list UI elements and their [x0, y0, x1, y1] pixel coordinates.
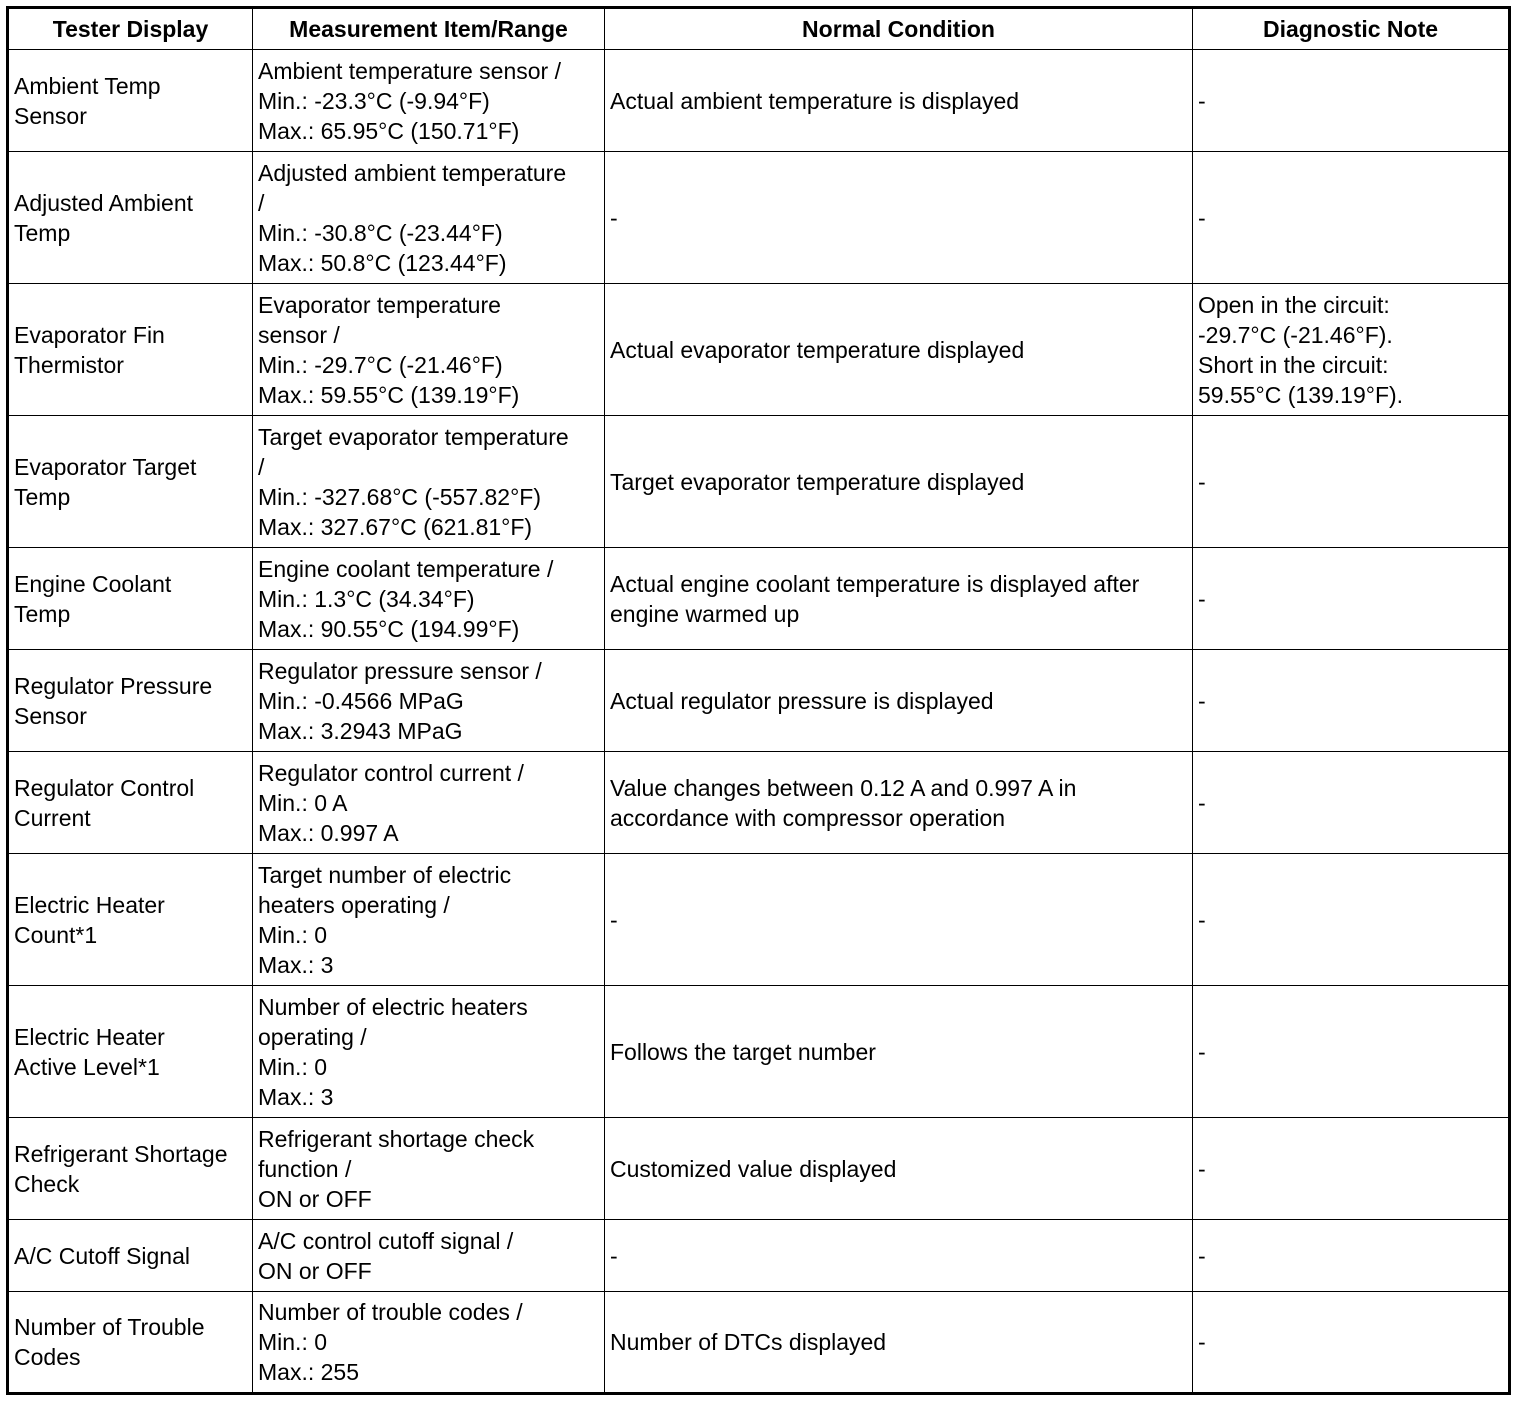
cell-diagnostic-note-line: - [1198, 204, 1206, 231]
cell-diagnostic-note [1193, 548, 1510, 650]
cell-measurement-range-line: Min.: -0.4566 MPaG [258, 687, 464, 714]
table-body [8, 50, 1510, 1394]
cell-diagnostic-note [1193, 752, 1510, 854]
cell-measurement-range-line: Max.: 50.8°C (123.44°F) [258, 249, 507, 276]
cell-measurement-range [253, 50, 605, 152]
cell-diagnostic-note-line: - [1198, 789, 1206, 816]
table-row [8, 1118, 1510, 1220]
cell-tester-display-line: Current [14, 804, 91, 831]
cell-measurement-range-line: Max.: 90.55°C (194.99°F) [258, 615, 520, 642]
cell-tester-display [8, 1220, 253, 1292]
cell-diagnostic-note [1193, 986, 1510, 1118]
cell-normal-condition-line: Target evaporator temperature displayed [610, 468, 1025, 495]
cell-normal-condition [605, 1292, 1193, 1394]
cell-normal-condition-line: accordance with compressor operation [610, 804, 1006, 831]
cell-measurement-range-line: sensor / [258, 321, 340, 348]
cell-tester-display [8, 752, 253, 854]
cell-tester-display-line: Regulator Control [14, 774, 195, 801]
cell-diagnostic-note-line: - [1198, 906, 1206, 933]
cell-normal-condition [605, 1118, 1193, 1220]
table-row [8, 1220, 1510, 1292]
cell-diagnostic-note [1193, 650, 1510, 752]
cell-tester-display-line: Temp [14, 219, 71, 246]
cell-normal-condition [605, 650, 1193, 752]
cell-tester-display [8, 152, 253, 284]
cell-measurement-range-line: Refrigerant shortage check [258, 1125, 535, 1152]
cell-tester-display [8, 1292, 253, 1394]
cell-tester-display-line: Count*1 [14, 921, 98, 948]
cell-measurement-range-line: Max.: 3 [258, 1083, 334, 1110]
cell-measurement-range-line: Adjusted ambient temperature [258, 159, 567, 186]
cell-tester-display [8, 416, 253, 548]
header-measurement-item: Measurement Item/Range [253, 8, 605, 50]
cell-measurement-range-line: ON or OFF [258, 1185, 372, 1212]
cell-measurement-range-line: heaters operating / [258, 891, 450, 918]
cell-tester-display [8, 650, 253, 752]
cell-measurement-range [253, 986, 605, 1118]
cell-normal-condition-line: Number of DTCs displayed [610, 1329, 887, 1355]
header-tester-display: Tester Display [8, 8, 253, 50]
cell-measurement-range-line: Min.: -29.7°C (-21.46°F) [258, 351, 503, 378]
cell-normal-condition-line: Actual ambient temperature is displayed [610, 87, 1020, 114]
cell-diagnostic-note [1193, 152, 1510, 284]
cell-diagnostic-note-line: - [1198, 687, 1206, 714]
cell-diagnostic-note-line: 59.55°C (139.19°F). [1198, 381, 1404, 408]
cell-normal-condition-line: Actual regulator pressure is displayed [610, 687, 994, 714]
cell-normal-condition-line: Value changes between 0.12 A and 0.997 A in [610, 774, 1077, 801]
cell-measurement-range-line: Max.: 59.55°C (139.19°F) [258, 381, 520, 408]
cell-measurement-range-line: function / [258, 1155, 352, 1182]
table-row [8, 854, 1510, 986]
cell-measurement-range-line: Max.: 3 [258, 951, 334, 978]
table-row [8, 986, 1510, 1118]
cell-measurement-range-line: Min.: -23.3°C (-9.94°F) [258, 87, 490, 114]
cell-tester-display-line: Evaporator Target [14, 453, 197, 480]
cell-measurement-range-line: Number of trouble codes / [258, 1299, 523, 1325]
cell-tester-display-line: Codes [14, 1344, 81, 1370]
cell-diagnostic-note [1193, 1292, 1510, 1394]
cell-measurement-range [253, 152, 605, 284]
cell-diagnostic-note-line: - [1198, 1242, 1206, 1269]
cell-normal-condition-line: engine warmed up [610, 600, 800, 627]
cell-measurement-range-line: Regulator pressure sensor / [258, 657, 542, 684]
cell-measurement-range [253, 1220, 605, 1292]
cell-normal-condition [605, 284, 1193, 416]
cell-tester-display [8, 1118, 253, 1220]
cell-tester-display-line: Ambient Temp [14, 72, 161, 99]
table-row [8, 650, 1510, 752]
cell-diagnostic-note-line: - [1198, 1329, 1206, 1355]
cell-diagnostic-note-line: -29.7°C (-21.46°F). [1198, 321, 1393, 348]
cell-measurement-range [253, 548, 605, 650]
cell-tester-display [8, 986, 253, 1118]
cell-measurement-range-line: Number of electric heaters [258, 993, 528, 1020]
data-list-table [6, 6, 1511, 1395]
cell-measurement-range-line: Regulator control current / [258, 759, 524, 786]
cell-measurement-range-line: Min.: -327.68°C (-557.82°F) [258, 483, 542, 510]
cell-tester-display-line: Evaporator Fin [14, 321, 165, 348]
cell-tester-display [8, 50, 253, 152]
cell-tester-display-line: Check [14, 1170, 80, 1197]
cell-measurement-range-line: Max.: 255 [258, 1359, 359, 1385]
cell-measurement-range [253, 752, 605, 854]
cell-diagnostic-note-line: Short in the circuit: [1198, 351, 1389, 378]
cell-measurement-range-line: Min.: 1.3°C (34.34°F) [258, 585, 475, 612]
cell-measurement-range-line: Max.: 65.95°C (150.71°F) [258, 117, 520, 144]
cell-normal-condition-line: Customized value displayed [610, 1155, 897, 1182]
cell-tester-display-line: Active Level*1 [14, 1053, 160, 1080]
cell-normal-condition-line: Follows the target number [610, 1038, 876, 1065]
cell-normal-condition [605, 416, 1193, 548]
cell-measurement-range-line: Target number of electric [258, 861, 512, 888]
header-diagnostic-note: Diagnostic Note [1193, 8, 1510, 50]
cell-diagnostic-note [1193, 1118, 1510, 1220]
cell-tester-display-line: Refrigerant Shortage [14, 1140, 228, 1167]
cell-diagnostic-note [1193, 854, 1510, 986]
cell-normal-condition [605, 1220, 1193, 1292]
table-row [8, 752, 1510, 854]
cell-tester-display [8, 284, 253, 416]
cell-tester-display-line: Temp [14, 483, 71, 510]
cell-measurement-range [253, 1118, 605, 1220]
cell-tester-display-line: Electric Heater [14, 1023, 165, 1050]
cell-measurement-range [253, 854, 605, 986]
cell-measurement-range-line: / [258, 453, 265, 480]
cell-measurement-range-line: Evaporator temperature [258, 291, 501, 318]
table-header-row [8, 8, 1510, 50]
table-row [8, 416, 1510, 548]
cell-measurement-range-line: A/C control cutoff signal / [258, 1227, 514, 1254]
cell-measurement-range-line: / [258, 189, 265, 216]
cell-tester-display-line: Sensor [14, 102, 87, 129]
cell-measurement-range-line: operating / [258, 1023, 367, 1050]
cell-diagnostic-note-line: - [1198, 468, 1206, 495]
cell-tester-display-line: Sensor [14, 702, 87, 729]
cell-tester-display-line: Electric Heater [14, 891, 165, 918]
cell-diagnostic-note-line: - [1198, 585, 1206, 612]
cell-diagnostic-note [1193, 416, 1510, 548]
table-row [8, 50, 1510, 152]
cell-diagnostic-note-line: Open in the circuit: [1198, 291, 1390, 318]
cell-measurement-range [253, 416, 605, 548]
cell-measurement-range-line: Min.: 0 A [258, 789, 348, 816]
cell-measurement-range-line: Min.: -30.8°C (-23.44°F) [258, 219, 503, 246]
cell-normal-condition [605, 752, 1193, 854]
cell-tester-display [8, 854, 253, 986]
cell-normal-condition-line: Actual evaporator temperature displayed [610, 336, 1025, 363]
cell-normal-condition-line: - [610, 1242, 618, 1269]
cell-diagnostic-note-line: - [1198, 87, 1206, 114]
cell-tester-display-line: Regulator Pressure [14, 672, 213, 699]
cell-diagnostic-note-line: - [1198, 1038, 1206, 1065]
data-table-container [6, 6, 1508, 1395]
cell-measurement-range-line: Engine coolant temperature / [258, 555, 554, 582]
cell-measurement-range [253, 1292, 605, 1394]
cell-measurement-range-line: Max.: 3.2943 MPaG [258, 717, 463, 744]
cell-diagnostic-note-line: - [1198, 1155, 1206, 1182]
cell-normal-condition-line: Actual engine coolant temperature is displayed after [610, 570, 1140, 597]
cell-normal-condition-line: - [610, 906, 618, 933]
cell-normal-condition [605, 50, 1193, 152]
cell-measurement-range-line: Min.: 0 [258, 1329, 328, 1355]
table-row [8, 152, 1510, 284]
cell-normal-condition [605, 986, 1193, 1118]
cell-tester-display-line: Adjusted Ambient [14, 189, 194, 216]
cell-measurement-range [253, 650, 605, 752]
cell-tester-display-line: Number of Trouble [14, 1314, 205, 1340]
cell-tester-display-line: Engine Coolant [14, 570, 172, 597]
table-row [8, 1292, 1510, 1394]
cell-diagnostic-note [1193, 284, 1510, 416]
cell-measurement-range-line: ON or OFF [258, 1257, 372, 1284]
cell-tester-display-line: Temp [14, 600, 71, 627]
cell-tester-display-line: Thermistor [14, 351, 124, 378]
table-row [8, 284, 1510, 416]
cell-normal-condition [605, 548, 1193, 650]
cell-measurement-range-line: Min.: 0 [258, 921, 328, 948]
cell-measurement-range-line: Ambient temperature sensor / [258, 57, 561, 84]
cell-tester-display [8, 548, 253, 650]
header-normal-condition: Normal Condition [605, 8, 1193, 50]
cell-tester-display-line: A/C Cutoff Signal [14, 1242, 191, 1269]
cell-normal-condition-line: - [610, 204, 618, 231]
cell-diagnostic-note [1193, 1220, 1510, 1292]
cell-measurement-range [253, 284, 605, 416]
cell-measurement-range-line: Max.: 0.997 A [258, 819, 399, 846]
table-row [8, 548, 1510, 650]
cell-diagnostic-note [1193, 50, 1510, 152]
cell-measurement-range-line: Min.: 0 [258, 1053, 328, 1080]
cell-normal-condition [605, 854, 1193, 986]
cell-measurement-range-line: Max.: 327.67°C (621.81°F) [258, 513, 533, 540]
cell-normal-condition [605, 152, 1193, 284]
cell-measurement-range-line: Target evaporator temperature [258, 423, 569, 450]
